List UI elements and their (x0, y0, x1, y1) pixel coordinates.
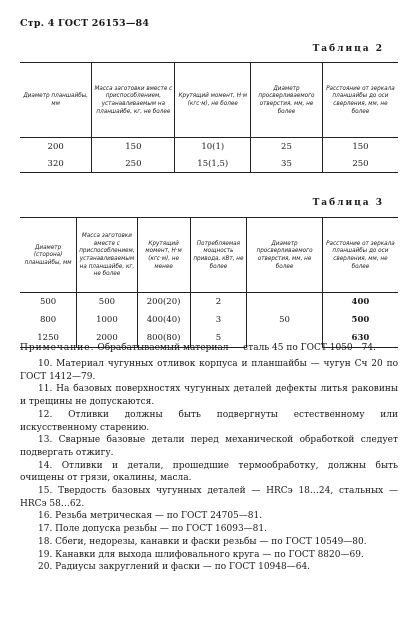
table-cell: 1250 (20, 329, 77, 348)
table-cell: 2 (190, 293, 247, 312)
table-row (20, 155, 398, 173)
table-cell: 500 (39, 297, 57, 307)
table2-col-header: Диаметр просверливаемого отверстия, мм, не более (251, 63, 323, 138)
list-item: 16. Резьба метрическая — по ГОСТ 24705—81. (38, 511, 263, 522)
list-item: 15. Твердость базовых чугунных деталей — HRCэ 18…24, стальных — HRCэ 58…62. (20, 486, 398, 509)
table-row (20, 311, 398, 329)
table2-caption: Таблица 2 (312, 44, 384, 54)
table2-header-row (20, 63, 398, 138)
table-cell: 2000 (77, 329, 137, 348)
table-cell: 10(1) (175, 138, 251, 156)
table-cell: 5 (190, 329, 247, 348)
table3-col-header: Потребляемая мощность привода, кВт, не более (190, 218, 247, 293)
page-header: Стр. 4 ГОСТ 26153—84 (20, 18, 150, 29)
table-cell: 400(40) (137, 311, 190, 329)
table3-col-header: Расстояние от зеркала планшайбы до оси сверления, мм, не более (322, 218, 398, 293)
list-item: 12. Отливки должны быть подвергнуты естественному или искусственному старению. (20, 409, 398, 433)
table-cell: 320 (20, 155, 92, 173)
table-cell: 250 (322, 155, 398, 173)
table-cell: 800 (39, 315, 57, 325)
list-item: 10. Материал чугунных отливок корпуса и планшайбы — чугун Сч 20 по ГОСТ 1412—79. (20, 359, 398, 382)
table-cell-merged: 50 (247, 293, 323, 348)
list-item: 13. Сварные базовые детали перед механической обработкой следует подвергать отжигу. (20, 435, 398, 458)
table3-col-header: Масса заготовки вместе с приспособлением, устанавливаемым на планшайбе, кг, не более (77, 218, 137, 293)
note-text: Обрабатываемый материал — сталь 45 по ГОСТ 1050—74. (97, 343, 376, 353)
table3-col-header: Диаметр просверливаемого отверстия, мм, не более (247, 218, 323, 293)
table-row (20, 293, 398, 312)
table-cell: 800(80) (137, 329, 190, 348)
table-cell: 500 (322, 311, 398, 329)
list-item: 14. Отливки и детали, прошедшие термообработку, должны быть очищены от грязи, окалины, масла. (20, 460, 398, 484)
list-item: 20. Радиусы закруглений и фаски — по ГОСТ 10948—64. (38, 562, 311, 573)
table-cell: 500 (77, 293, 137, 312)
table-cell: 35 (251, 155, 323, 173)
table-cell: 150 (322, 138, 398, 156)
table3-caption: Таблица 3 (312, 198, 384, 208)
table-cell: 630 (322, 329, 398, 348)
note-label: Примечание. (20, 343, 95, 353)
requirements-list (20, 358, 398, 574)
table-cell: 15(1,5) (175, 155, 251, 173)
table2-col-header: Расстояние от зеркала планшайбы до оси сверления, мм, не более (322, 63, 398, 138)
table3-col-header: Диаметр (сторона) планшайбы, мм (20, 218, 77, 293)
table-cell: 200 (47, 141, 64, 152)
table2-col-header: Диаметр планшайбы, мм (20, 63, 92, 138)
table3-col-header: Крутящий момент, Н·м (кгс·м), не менее (137, 218, 190, 293)
table2 (20, 62, 398, 173)
table-cell: 250 (92, 155, 175, 173)
table3 (20, 217, 398, 348)
table-cell: 150 (92, 138, 175, 156)
table2-col-header: Масса заготовки вместе с приспособлением, устанавливаемым на планшайбе, кг, не более (92, 63, 175, 138)
table-note (20, 342, 398, 355)
table-cell: 200(20) (137, 293, 190, 312)
table2-col-header: Крутящий момент, Н·м (кгс·м), не более (175, 63, 251, 138)
list-item: 19. Канавки для выхода шлифовального круга — по ГОСТ 8820—69. (38, 549, 364, 560)
list-item: 17. Поле допуска резьбы — по ГОСТ 16093—81. (38, 524, 267, 535)
table-cell: 400 (322, 293, 398, 312)
table-cell: 1000 (77, 311, 137, 329)
list-item: 11. На базовых поверхностях чугунных деталей дефекты литья раковины и трещины не допускаются. (20, 384, 398, 408)
table3-header-row (20, 218, 398, 293)
table-cell: 3 (190, 311, 247, 329)
table-row (20, 138, 398, 156)
table-cell: 25 (251, 138, 323, 156)
list-item: 18. Сбеги, недорезы, канавки и фаски резьбы — по ГОСТ 10549—80. (38, 536, 367, 547)
